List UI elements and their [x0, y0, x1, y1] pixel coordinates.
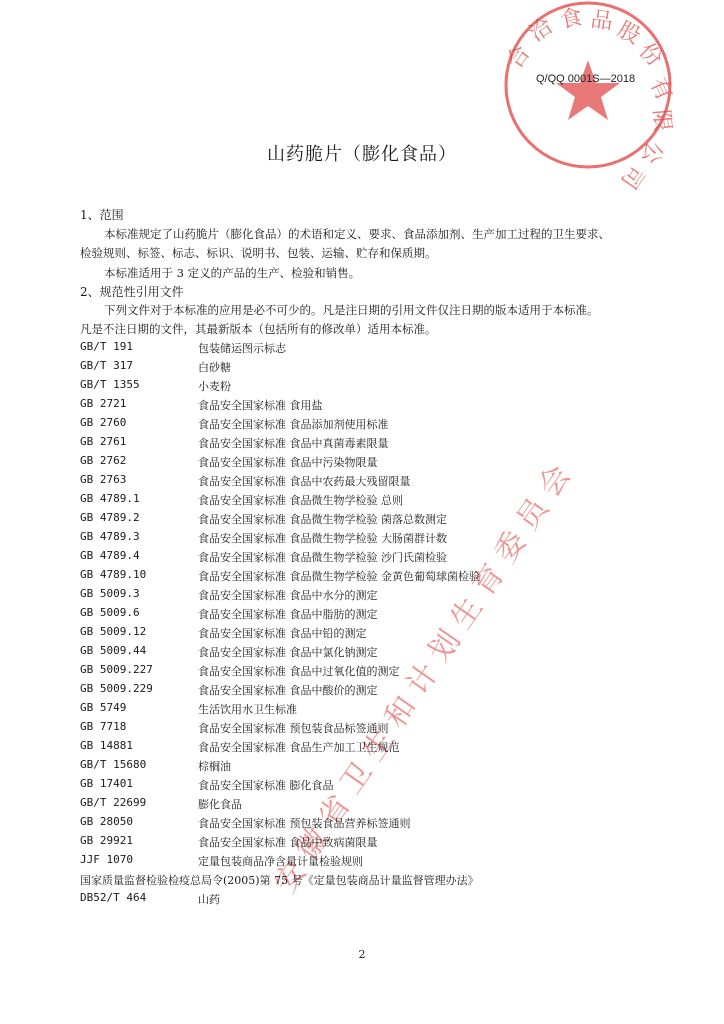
svg-text:省: 省 — [311, 788, 358, 834]
ref-title: 食品安全国家标准 食品中铅的测定 — [198, 627, 367, 640]
svg-text:计: 计 — [399, 656, 446, 702]
ref-title: 食品安全国家标准 食品微生物学检验 金黄色葡萄球菌检验 — [198, 570, 480, 583]
seal-star-icon — [556, 60, 620, 120]
ref-code: GB 4789.10 — [80, 568, 147, 581]
ref-code: GB/T 191 — [80, 340, 133, 353]
ref-title: 食品安全国家标准 预包装食品标签通则 — [198, 722, 389, 735]
ref-title: 白砂糖 — [198, 361, 231, 374]
ref-title: 食品安全国家标准 食品中水分的测定 — [198, 589, 378, 602]
ref-code: GB/T 1355 — [80, 378, 140, 391]
ref-code: GB 5009.44 — [80, 644, 147, 657]
ref-title: 山药 — [198, 893, 220, 906]
svg-text:食: 食 — [558, 4, 585, 34]
references-intro-line2: 凡是不注日期的文件，其最新版本（包括所有的修改单）适用本标准。 — [80, 322, 437, 336]
svg-text:限: 限 — [648, 108, 675, 133]
ref-title: 食品安全国家标准 膨化食品 — [198, 779, 334, 792]
svg-text:司: 司 — [615, 160, 649, 193]
ref-title: 食品安全国家标准 食品中脂肪的测定 — [198, 608, 378, 621]
ref-code: GB 5009.12 — [80, 625, 147, 638]
ref-code: GB 29921 — [80, 834, 133, 847]
svg-text:合: 合 — [502, 41, 536, 74]
ref-code: GB 28050 — [80, 815, 133, 828]
ref-title: 食品安全国家标准 食品添加剂使用标准 — [198, 418, 389, 431]
ref-code: JJF 1070 — [80, 853, 133, 866]
ref-code: GB 2760 — [80, 416, 127, 429]
ref-title: 食品安全国家标准 食品中致病菌限量 — [198, 836, 378, 849]
ref-title: 包装储运图示标志 — [198, 342, 286, 355]
svg-text:会: 会 — [531, 458, 578, 504]
svg-text:委: 委 — [487, 524, 534, 570]
svg-text:股: 股 — [613, 17, 645, 50]
svg-text:划: 划 — [421, 623, 468, 669]
ref-code: DB52/T 464 — [80, 891, 147, 904]
ref-code: GB 5009.6 — [80, 606, 140, 619]
ref-title: 小麦粉 — [198, 380, 231, 393]
ref-title: 食品安全国家标准 食品中氯化钠测定 — [198, 646, 378, 659]
ref-code: GB 5009.3 — [80, 587, 140, 600]
ref-title: 食品安全国家标准 食品生产加工卫生规范 — [198, 741, 400, 754]
svg-text:公: 公 — [636, 138, 667, 167]
svg-text:安: 安 — [267, 854, 314, 900]
svg-text:徽: 徽 — [289, 821, 336, 867]
ref-code: GB 4789.1 — [80, 492, 140, 505]
ref-title: 定量包装商品净含量计量检验规则 — [198, 855, 363, 868]
scope-paragraph-line2: 检验规则、标签、标志、标识、说明书、包装、运输、贮存和保质期。 — [80, 246, 437, 260]
ref-code: GB 4789.2 — [80, 511, 140, 524]
ref-code: GB/T 15680 — [80, 758, 147, 771]
scope-paragraph-line1: 本标准规定了山药脆片（膨化食品）的术语和定义、要求、食品添加剂、生产加工过程的卫生要求、 — [104, 227, 610, 241]
ref-title: 生活饮用水卫生标准 — [198, 703, 297, 716]
ref-title: 食品安全国家标准 食品中污染物限量 — [198, 456, 378, 469]
svg-text:份: 份 — [633, 38, 668, 72]
ref-title: 食品安全国家标准 食品微生物学检验 菌落总数测定 — [198, 513, 447, 526]
ref-title: 食品安全国家标准 食品微生物学检验 大肠菌群计数 — [198, 532, 447, 545]
ref-code: GB 5009.227 — [80, 663, 153, 676]
ref-title: 食品安全国家标准 食品中农药最大残留限量 — [198, 475, 411, 488]
ref-code: GB 2763 — [80, 473, 127, 486]
svg-text:员: 员 — [509, 491, 556, 537]
ref-code: GB 2762 — [80, 454, 127, 467]
svg-text:生: 生 — [443, 590, 490, 636]
ref-code: GB 5009.229 — [80, 682, 153, 695]
ref-title: 食品安全国家标准 食品微生物学检验 沙门氏菌检验 — [198, 551, 447, 564]
svg-text:洽: 洽 — [525, 13, 558, 47]
ref-code: GB 4789.3 — [80, 530, 140, 543]
ref-code: GB 14881 — [80, 739, 133, 752]
scope-paragraph-applicability: 本标准适用于 3 定义的产品的生产、检验和销售。 — [104, 266, 361, 280]
svg-text:和: 和 — [377, 689, 424, 735]
ref-code: GB 2721 — [80, 397, 127, 410]
svg-text:生: 生 — [355, 722, 402, 768]
ref-title: 食品安全国家标准 食用盐 — [198, 399, 323, 412]
ref-title: 食品安全国家标准 食品微生物学检验 总则 — [198, 494, 403, 507]
ref-code: GB 2761 — [80, 435, 127, 448]
svg-text:有: 有 — [644, 73, 677, 105]
page-number: 2 — [358, 948, 366, 961]
ref-code: GB 7718 — [80, 720, 127, 733]
ref-title: 棕榈油 — [198, 760, 231, 773]
ref-code: GB 17401 — [80, 777, 133, 790]
document-code: Q/QQ 0001S—2018 — [536, 73, 636, 85]
section-heading-scope: 1、范围 — [80, 208, 124, 222]
ref-code: GB/T 22699 — [80, 796, 147, 809]
ref-code: GB 5749 — [80, 701, 127, 714]
decree-reference: 国家质量监督检验检疫总局令(2005)第 75 号《定量包装商品计量监督管理办法》 — [80, 874, 479, 887]
ref-title: 膨化食品 — [198, 798, 242, 811]
svg-text:育: 育 — [465, 557, 512, 603]
ref-code: GB 4789.4 — [80, 549, 140, 562]
ref-title: 食品安全国家标准 食品中酸价的测定 — [198, 684, 378, 697]
ref-title: 食品安全国家标准 预包装食品营养标签通则 — [198, 817, 411, 830]
svg-text:卫: 卫 — [333, 755, 380, 801]
section-heading-references: 2、规范性引用文件 — [80, 285, 184, 299]
ref-title: 食品安全国家标准 食品中真菌毒素限量 — [198, 437, 389, 450]
ref-code: GB/T 317 — [80, 359, 133, 372]
ref-title: 食品安全国家标准 食品中过氧化值的测定 — [198, 665, 400, 678]
references-intro-line1: 下列文件对于本标准的应用是必不可少的。凡是注日期的引用文件仅注日期的版本适用于本标准。 — [104, 303, 599, 317]
svg-text:品: 品 — [589, 7, 615, 36]
page-title: 山药脆片（膨化食品） — [267, 144, 457, 165]
